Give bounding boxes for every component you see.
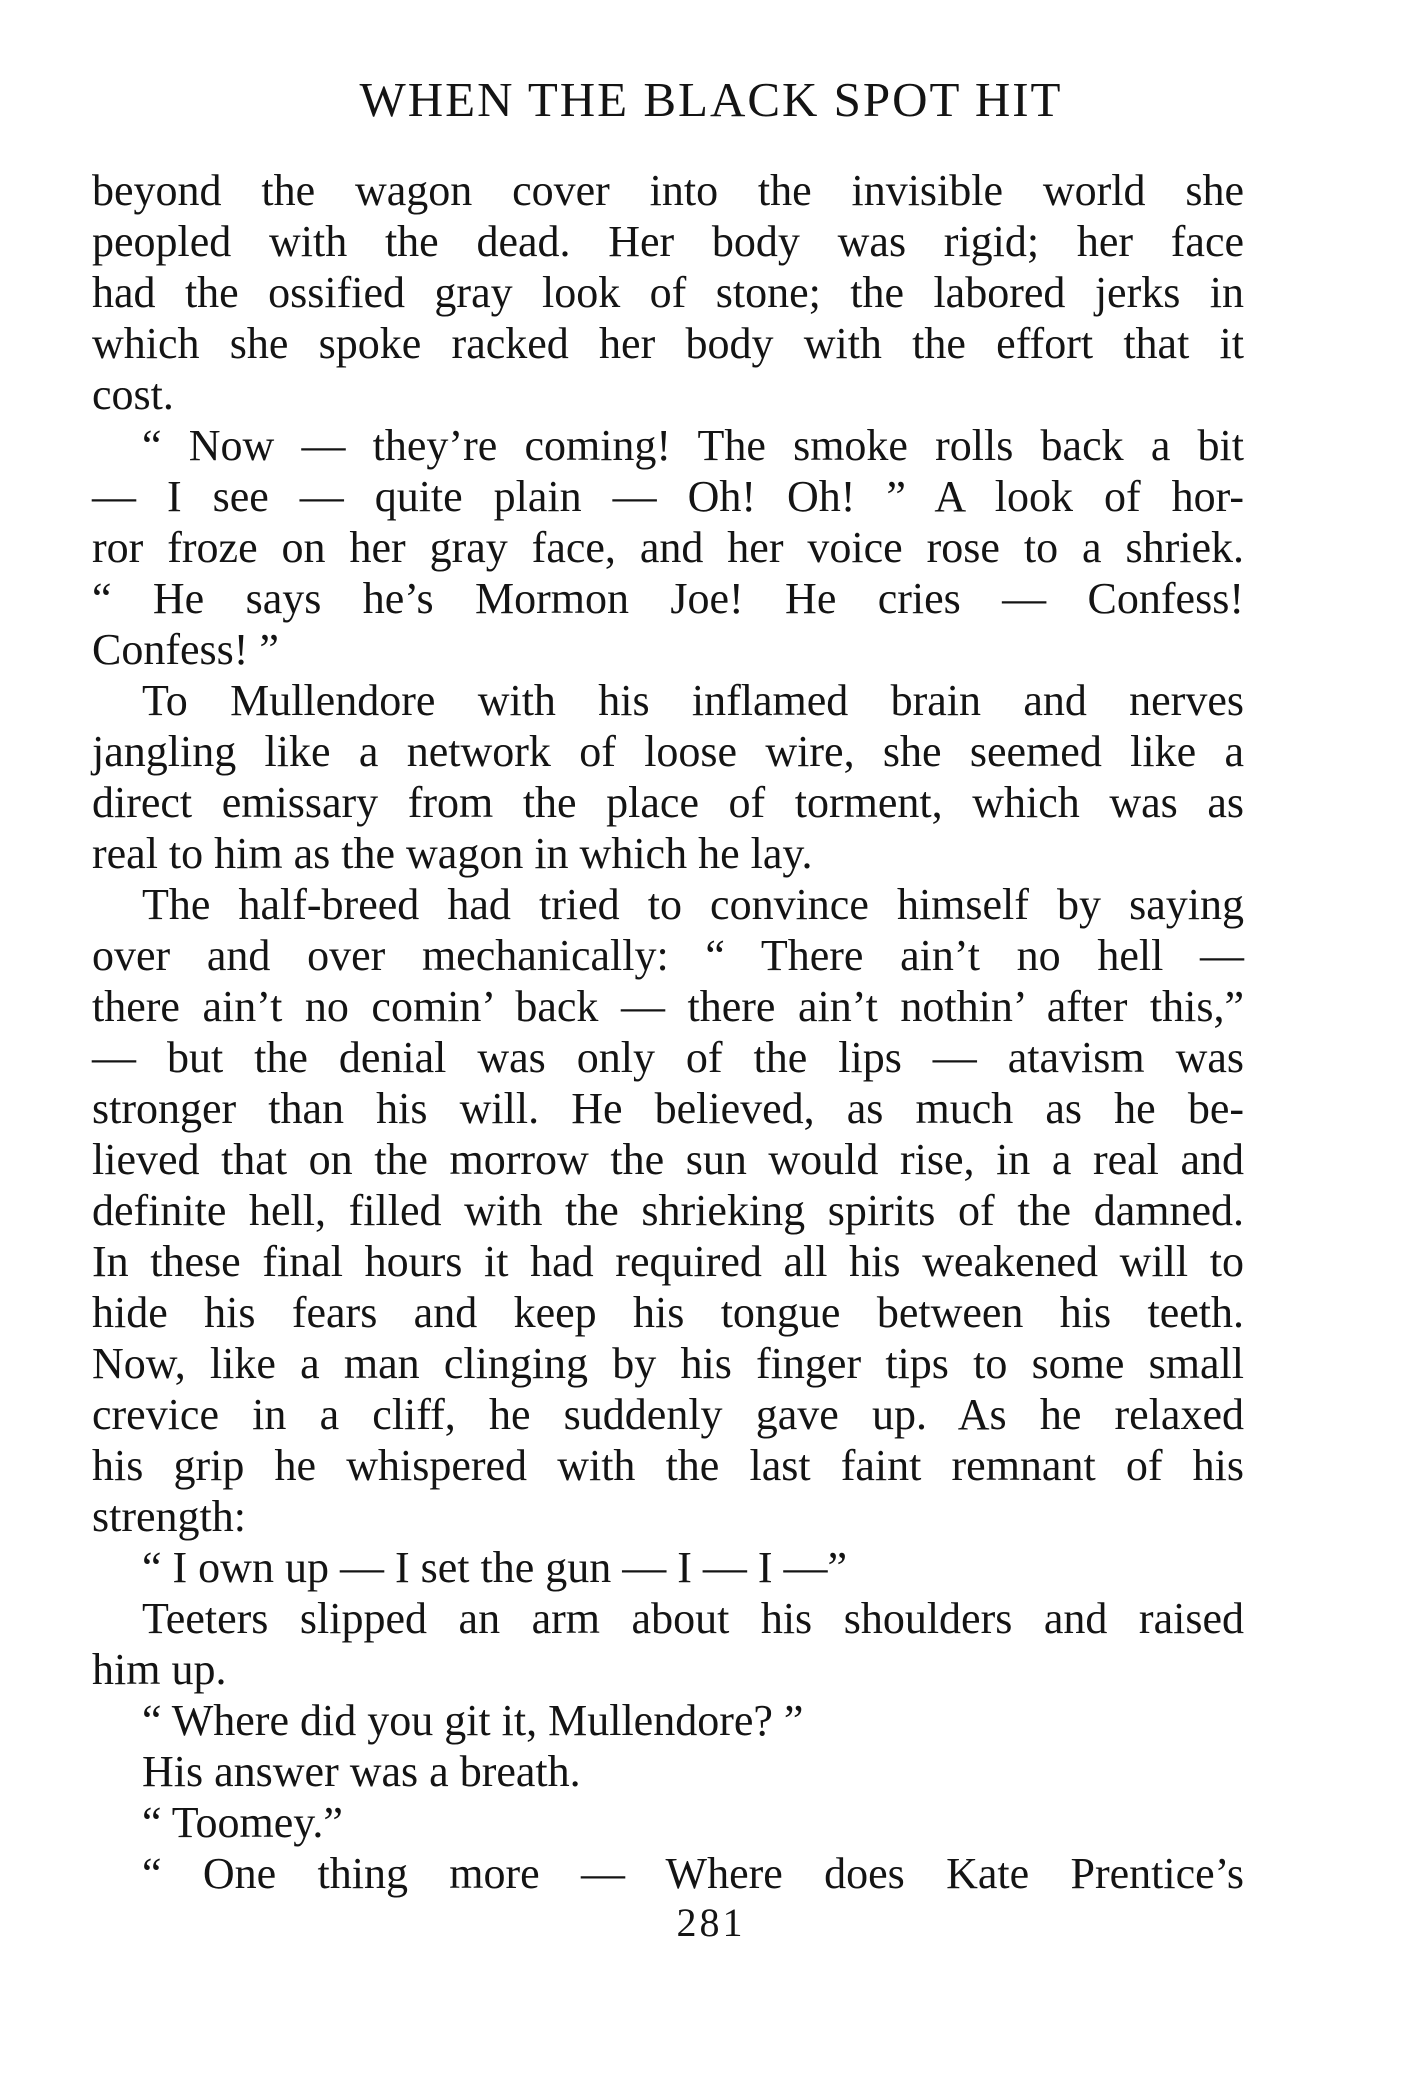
text-line: “ One thing more — Where does Kate Prentice’s — [142, 1849, 1244, 1898]
text-line: Teeters slipped an arm about his shoulders and raised — [142, 1594, 1244, 1643]
text-line: definite hell, filled with the shrieking spirits of the damned. — [92, 1186, 1244, 1235]
text-line: Confess! ” — [92, 625, 279, 674]
text-line: In these final hours it had required all his weakened will to — [92, 1237, 1244, 1286]
text-line: there ain’t no comin’ back — there ain’t nothin’ after this,” — [92, 982, 1244, 1031]
text-line: The half-breed had tried to convince himself by saying — [142, 880, 1244, 929]
text-line: peopled with the dead. Her body was rigid; her face — [92, 217, 1244, 266]
text-line: his grip he whispered with the last faint remnant of his — [92, 1441, 1244, 1490]
text-line: him up. — [92, 1645, 227, 1694]
text-line: over and over mechanically: “ There ain’t no hell — — [92, 931, 1244, 980]
text-line: jangling like a network of loose wire, she seemed like a — [92, 727, 1244, 776]
text-line: “ Toomey.” — [142, 1798, 343, 1847]
text-line: cost. — [92, 370, 174, 419]
text-line: “ I own up — I set the gun — I — I —” — [142, 1543, 848, 1592]
text-line: “ He says he’s Mormon Joe! He cries — Confess! — [92, 574, 1244, 623]
text-line: had the ossified gray look of stone; the labored jerks in — [92, 268, 1244, 317]
text-line: real to him as the wagon in which he lay. — [92, 829, 813, 878]
text-line: To Mullendore with his inflamed brain and nerves — [142, 676, 1244, 725]
text-line: ror froze on her gray face, and her voice rose to a shriek. — [92, 523, 1244, 572]
text-line: which she spoke racked her body with the effort that it — [92, 319, 1244, 368]
text-line: — I see — quite plain — Oh! Oh! ” A look of hor- — [92, 472, 1244, 521]
text-line: “ Now — they’re coming! The smoke rolls back a bit — [142, 421, 1244, 470]
text-line: strength: — [92, 1492, 246, 1541]
text-line: — but the denial was only of the lips — atavism was — [92, 1033, 1244, 1082]
page-number: 281 — [676, 1900, 746, 1945]
text-line: hide his fears and keep his tongue between his teeth. — [92, 1288, 1244, 1337]
text-line: lieved that on the morrow the sun would rise, in a real and — [92, 1135, 1244, 1184]
text-line: His answer was a breath. — [142, 1747, 581, 1796]
text-line: crevice in a cliff, he suddenly gave up. As he relaxed — [92, 1390, 1244, 1439]
text-line: Now, like a man clinging by his finger tips to some small — [92, 1339, 1244, 1388]
text-line: “ Where did you git it, Mullendore? ” — [142, 1696, 804, 1745]
text-line: beyond the wagon cover into the invisible world she — [92, 166, 1244, 215]
body-text — [92, 165, 1244, 1899]
text-line: direct emissary from the place of torment, which was as — [92, 778, 1244, 827]
running-head-title: WHEN THE BLACK SPOT HIT — [359, 72, 1063, 127]
text-line: stronger than his will. He believed, as much as he be- — [92, 1084, 1244, 1133]
